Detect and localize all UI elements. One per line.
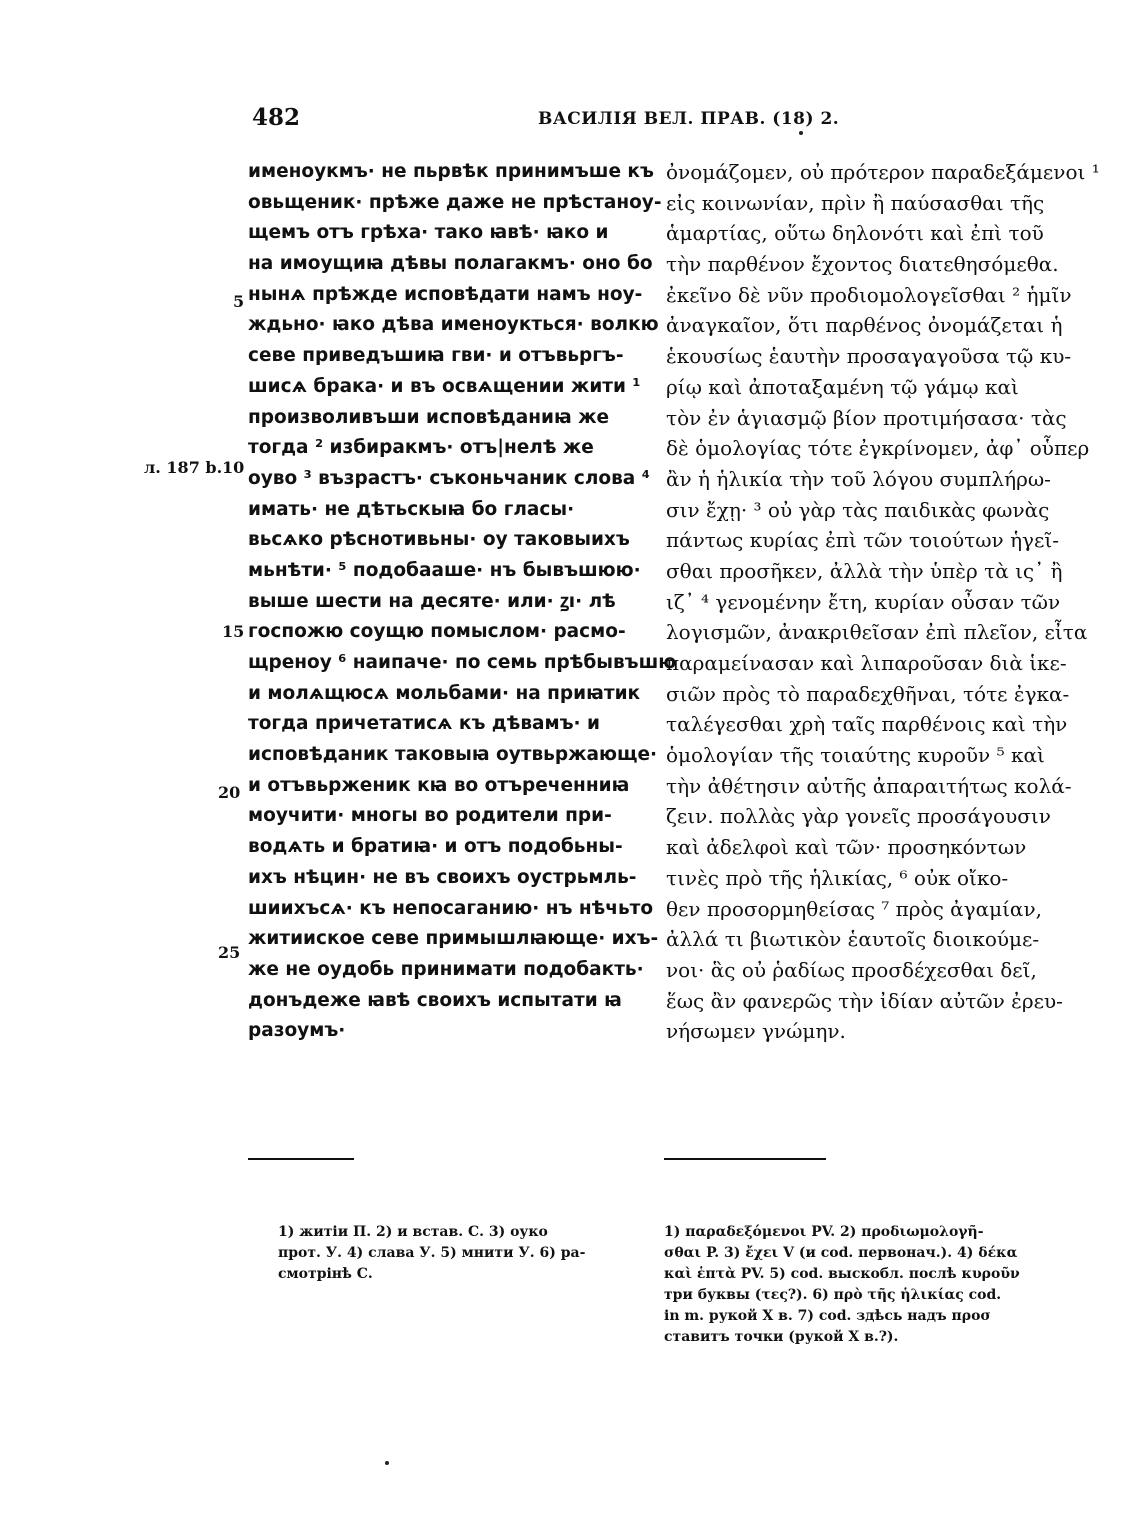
slavonic-text-line: щреноу ⁶ наипаче· по семь прѣбывъшю — [248, 652, 677, 673]
running-title: ВАСИЛІЯ ВЕЛ. ПРАВ. (18) 2. — [538, 109, 840, 129]
line-number: 10 — [222, 458, 245, 477]
slavonic-text-line: исповѣданик таковыꙗ оутвьржающе· — [248, 744, 658, 766]
greek-text-line: ἂν ἡ ἡλικία τὴν τοῦ λόγου συμπλήρω- — [666, 466, 1051, 491]
slavonic-text-line: имать· не дѣтьскыꙗ бо гласы· — [248, 498, 575, 520]
greek-text-line: τινὲς πρὸ τῆς ἡλικίας, ⁶ οὐκ οἴκο- — [666, 865, 1009, 890]
ink-speck — [799, 131, 803, 135]
greek-text-line: σιν ἔχῃ· ³ οὐ γὰρ τὰς παιδικὰς φωνὰς — [666, 497, 1050, 522]
slavonic-text-line: щемъ отъ грѣха· тако ꙗвѣ· ꙗко и — [248, 222, 609, 244]
greek-text-line: ἀναγκαῖον, ὅτι παρθένος ὀνομάζεται ἡ — [666, 313, 1063, 338]
greek-text-line: τὴν παρθένον ἔχοντος διατεθησόμεθα. — [666, 252, 1059, 277]
ink-speck — [385, 1461, 389, 1465]
slavonic-text-line: ихъ нѣцин· не въ своихъ оустрьмль- — [248, 866, 637, 888]
greek-text-line: ἕως ἂν φανερῶς τὴν ἰδίαν αὐτῶν ἐρευ- — [666, 988, 1063, 1013]
slavonic-text-line: ждьно· ꙗко дѣва именоукться· волкю — [248, 314, 659, 336]
greek-text-line: νήσωμεν γνώμην. — [666, 1019, 846, 1044]
greek-text-line: σθαι προσῆκεν, ἀλλὰ τὴν ὑπὲρ τὰ ις᾽ ἢ — [666, 558, 1063, 583]
slavonic-text-line: произволивъши исповѣданиꙗ же — [248, 406, 610, 428]
footnote-line: три буквы (τες?). 6) πρὸ τῆς ἡλικίας cod. — [664, 1287, 1002, 1303]
slavonic-text-line: оуво ³ възрастъ· съконьчаник слова ⁴ — [248, 467, 650, 489]
line-number: 25 — [218, 943, 241, 962]
greek-text-line: ὁμολογίαν τῆς τοιαύτης κυροῦν ⁵ καὶ — [666, 743, 1045, 768]
slavonic-text-line: разоумъ· — [248, 1020, 346, 1042]
greek-text-line: καὶ ἀδελφοὶ καὶ τῶν· προσηκόντων — [666, 835, 1027, 860]
greek-text-line: ιζ᾽ ⁴ γενομένην ἔτη, κυρίαν οὖσαν τῶν — [666, 589, 1061, 614]
slavonic-text-line: шиихъсѧ· къ непосаганию· нъ нѣчьто — [248, 897, 654, 919]
footnotes-left — [278, 1222, 648, 1285]
footnote-line: σθαι P. 3) ἔχει V (и cod. первонач.). 4) δέκα — [664, 1245, 1018, 1261]
slavonic-text-line: и отъвьрженик кꙗ во отъреченниꙗ — [248, 774, 630, 796]
greek-text-line: δὲ ὁμολογίας τότε ἐγκρίνομεν, ἀφ᾽ οὗπερ — [666, 436, 1090, 461]
greek-text-line: εἰς κοινωνίαν, πρὶν ἢ παύσασθαι τῆς — [666, 190, 1045, 215]
slavonic-text-line: севе приведъшиꙗ гви· и отъвьргъ- — [248, 345, 624, 367]
greek-text-line: σιῶν πρὸς τὸ παραδεχθῆναι, τότε ἐγκα- — [666, 681, 1070, 706]
greek-text-line: ἁμαρτίας, οὕτω δηλονότι καὶ ἐπὶ τοῦ — [666, 221, 1044, 246]
greek-text-line: θεν προσορμηθείσας ⁷ πρὸς ἀγαμίαν, — [666, 896, 1042, 921]
slavonic-text-line: шисѧ брака· и въ освѧщении жити ¹ — [248, 375, 641, 397]
slavonic-text-line: житииское севе примышлꙗюще· ихъ- — [248, 928, 659, 950]
slavonic-text-line: и молѧщюсѧ мольбами· на приꙗтик — [248, 682, 641, 704]
slavonic-text-line: тогда ² избиракмъ· отъ|нелѣ же — [248, 437, 594, 459]
greek-text-column — [666, 157, 1100, 1047]
slavonic-text-column — [248, 157, 677, 1047]
greek-text-line: ρίῳ καὶ ἀποταξαμένη τῷ γάμῳ καὶ — [666, 374, 1019, 399]
greek-text-line: νοι· ἃς οὐ ῥαδίως προσδέχεσθαι δεῖ, — [666, 957, 1037, 982]
slavonic-text-line: водѧть и братиꙗ· и отъ подобьны- — [248, 836, 623, 858]
slavonic-text-line: выше шести на десяте· или· ꙁı· лѣ — [248, 590, 616, 612]
slavonic-text-line: на имоущиꙗ дѣвы полагакмъ· оно бо — [248, 253, 653, 275]
footnote-line: смотрінѣ С. — [278, 1266, 373, 1282]
slavonic-text-line: донъдеже ꙗвѣ своихъ испытати ꙗ — [248, 989, 622, 1011]
slavonic-text-line: именоукмъ· не пьрвѣк принимъше къ — [248, 161, 654, 182]
greek-text-line: παραμείνασαν καὶ λιπαροῦσαν διὰ ἱκε- — [666, 651, 1067, 675]
greek-text-line: πάντως κυρίας ἐπὶ τῶν τοιούτων ἡγεῖ- — [666, 528, 1059, 553]
footnote-line: ставитъ точки (рукой X в.?). — [664, 1329, 899, 1345]
greek-text-line: ἑκουσίως ἑαυτὴν προσαγαγοῦσα τῷ κυ- — [666, 344, 1072, 369]
line-number: 20 — [218, 783, 241, 802]
footnote-line: καὶ ἑπτὰ PV. 5) cod. выскобл. послѣ κυροῦν — [664, 1266, 1020, 1282]
slavonic-text-line: же не оудобь принимати подобакть· — [248, 958, 644, 980]
footnote-line: in m. рукой X в. 7) cod. здѣсь надъ προσ — [664, 1308, 991, 1324]
margin-folio-reference: л. 187 b. — [144, 458, 223, 477]
slavonic-text-line: мьнѣти· ⁵ подобааше· нъ бывъшюю· — [248, 559, 641, 581]
greek-text-line: τὴν ἀθέτησιν αὐτῆς ἀπαραιτήτως κολά- — [666, 773, 1072, 798]
greek-text-line: ὀνομάζομεν, οὐ πρότερον παραδεξάμενοι ¹ — [666, 160, 1100, 184]
line-number: 5 — [233, 292, 245, 311]
greek-text-line: ἀλλά τι βιωτικὸν ἑαυτοῖς διοικούμε- — [666, 927, 1040, 952]
line-number: 15 — [222, 622, 245, 641]
greek-text-line: ἐκεῖνο δὲ νῦν προδιομολογεῖσθαι ² ἡμῖν — [666, 282, 1072, 307]
greek-text-line: λογισμῶν, ἀνακριθεῖσαν ἐπὶ πλεῖον, εἶτα — [666, 620, 1088, 645]
footnote-line: прот. У. 4) слава У. 5) мнити У. 6) ра- — [278, 1245, 586, 1261]
greek-text-line: ζειν. πολλὰς γὰρ γονεῖς προσάγουσιν — [666, 804, 1051, 829]
footnote-line: 1) житіи П. 2) и встав. С. 3) оуко — [278, 1224, 548, 1240]
slavonic-text-line: моучити· многы во родители при- — [248, 805, 612, 827]
slavonic-text-line: вьсѧко рѣснотивьны· оу таковыихъ — [248, 529, 630, 551]
slavonic-text-line: овьщеник· прѣже даже не прѣстаноу- — [248, 191, 662, 213]
slavonic-text-line: госпожю соущю помыслом· расмо- — [248, 621, 626, 643]
footnote-rule-left — [248, 1158, 354, 1160]
slavonic-text-line: нынѧ прѣжде исповѣдати намъ ноу- — [248, 283, 643, 305]
footnotes-right — [664, 1222, 1044, 1348]
footnote-line: 1) παραδεξόμενοι PV. 2) προδιωμολογῆ- — [664, 1224, 984, 1240]
slavonic-text-line: тогда причетатисѧ къ дѣвамъ· и — [248, 713, 600, 735]
footnote-rule-right — [664, 1158, 826, 1160]
greek-text-line: τὸν ἐν ἁγιασμῷ βίον προτιμήσασα· τὰς — [666, 405, 1067, 430]
greek-text-line: ταλέγεσθαι χρὴ ταῖς παρθένοις καὶ τὴν — [666, 712, 1068, 737]
page-number: 482 — [252, 104, 301, 131]
